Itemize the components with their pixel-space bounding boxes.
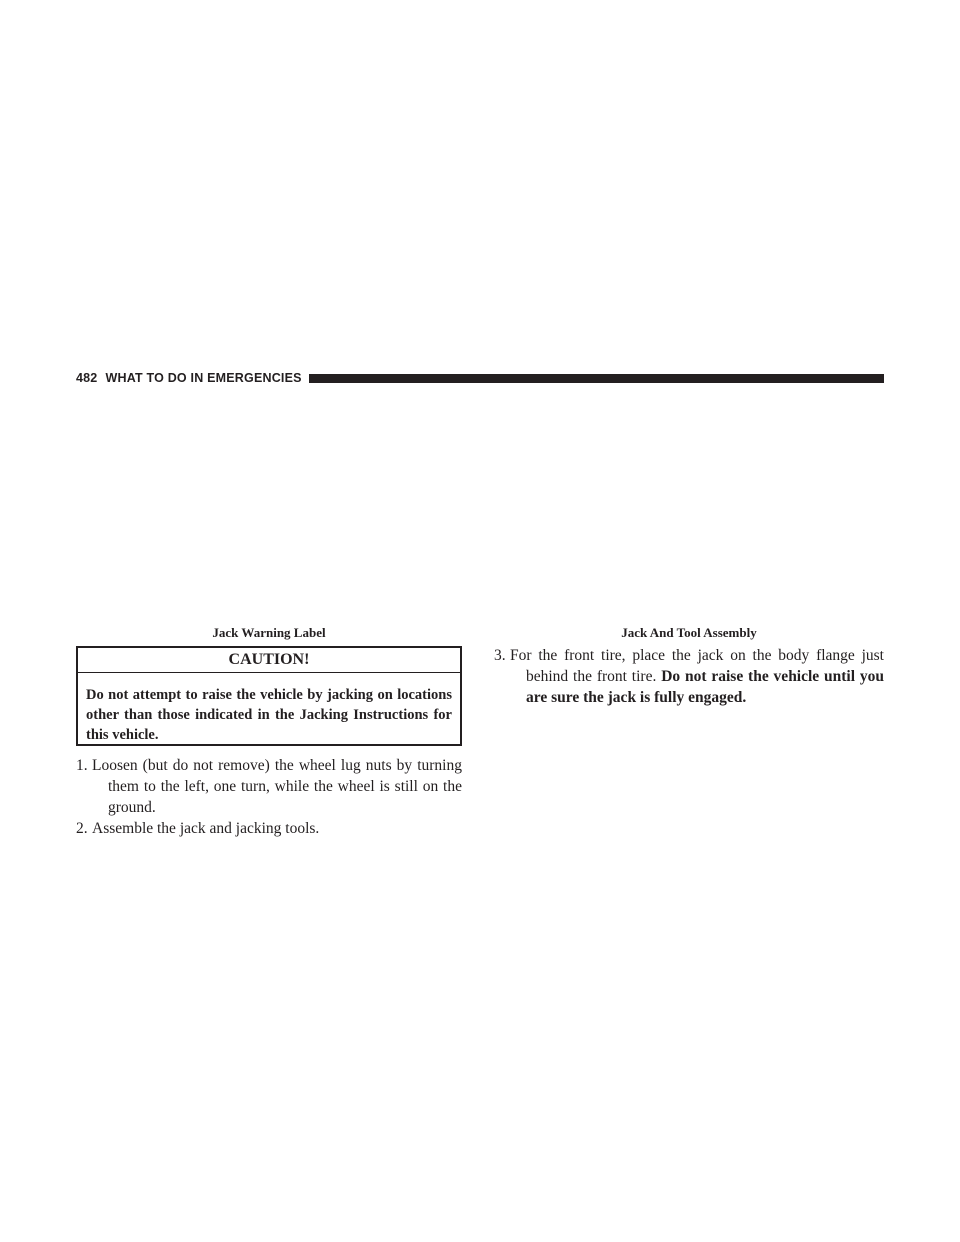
caution-box — [76, 646, 462, 746]
step-1 — [76, 755, 462, 818]
step-number: 2. — [76, 820, 88, 837]
caution-title: CAUTION! — [78, 648, 460, 673]
step-2 — [76, 818, 462, 839]
figure-caption-jack-and-tool-assembly: Jack And Tool Assembly — [621, 625, 757, 640]
page-header — [76, 371, 884, 385]
section-title: WHAT TO DO IN EMERGENCIES — [105, 371, 302, 385]
step-3 — [494, 645, 884, 708]
page-number: 482 — [76, 371, 98, 385]
step-text: Assemble the jack and jacking tools. — [92, 820, 320, 837]
step-warning-text: Do not raise the vehicle until you are sure the jack is fully engaged. — [526, 668, 885, 706]
step-number: 3. — [494, 647, 506, 664]
step-text: Loosen (but do not remove) the wheel lug nuts by turning them to the left, one turn, while the wheel is still on the ground. — [92, 757, 462, 816]
figure-caption-jack-warning-label: Jack Warning Label — [212, 625, 326, 640]
step-text-container — [510, 645, 884, 708]
caution-body: Do not attempt to raise the vehicle by jacking on locations other than those indicated in the Jacking Instructions for this vehicle. — [86, 687, 452, 743]
step-number: 1. — [76, 757, 88, 774]
step-text: For the front tire, place the jack on the body flange just behind the front tire. — [510, 647, 884, 685]
header-rule — [309, 374, 884, 383]
